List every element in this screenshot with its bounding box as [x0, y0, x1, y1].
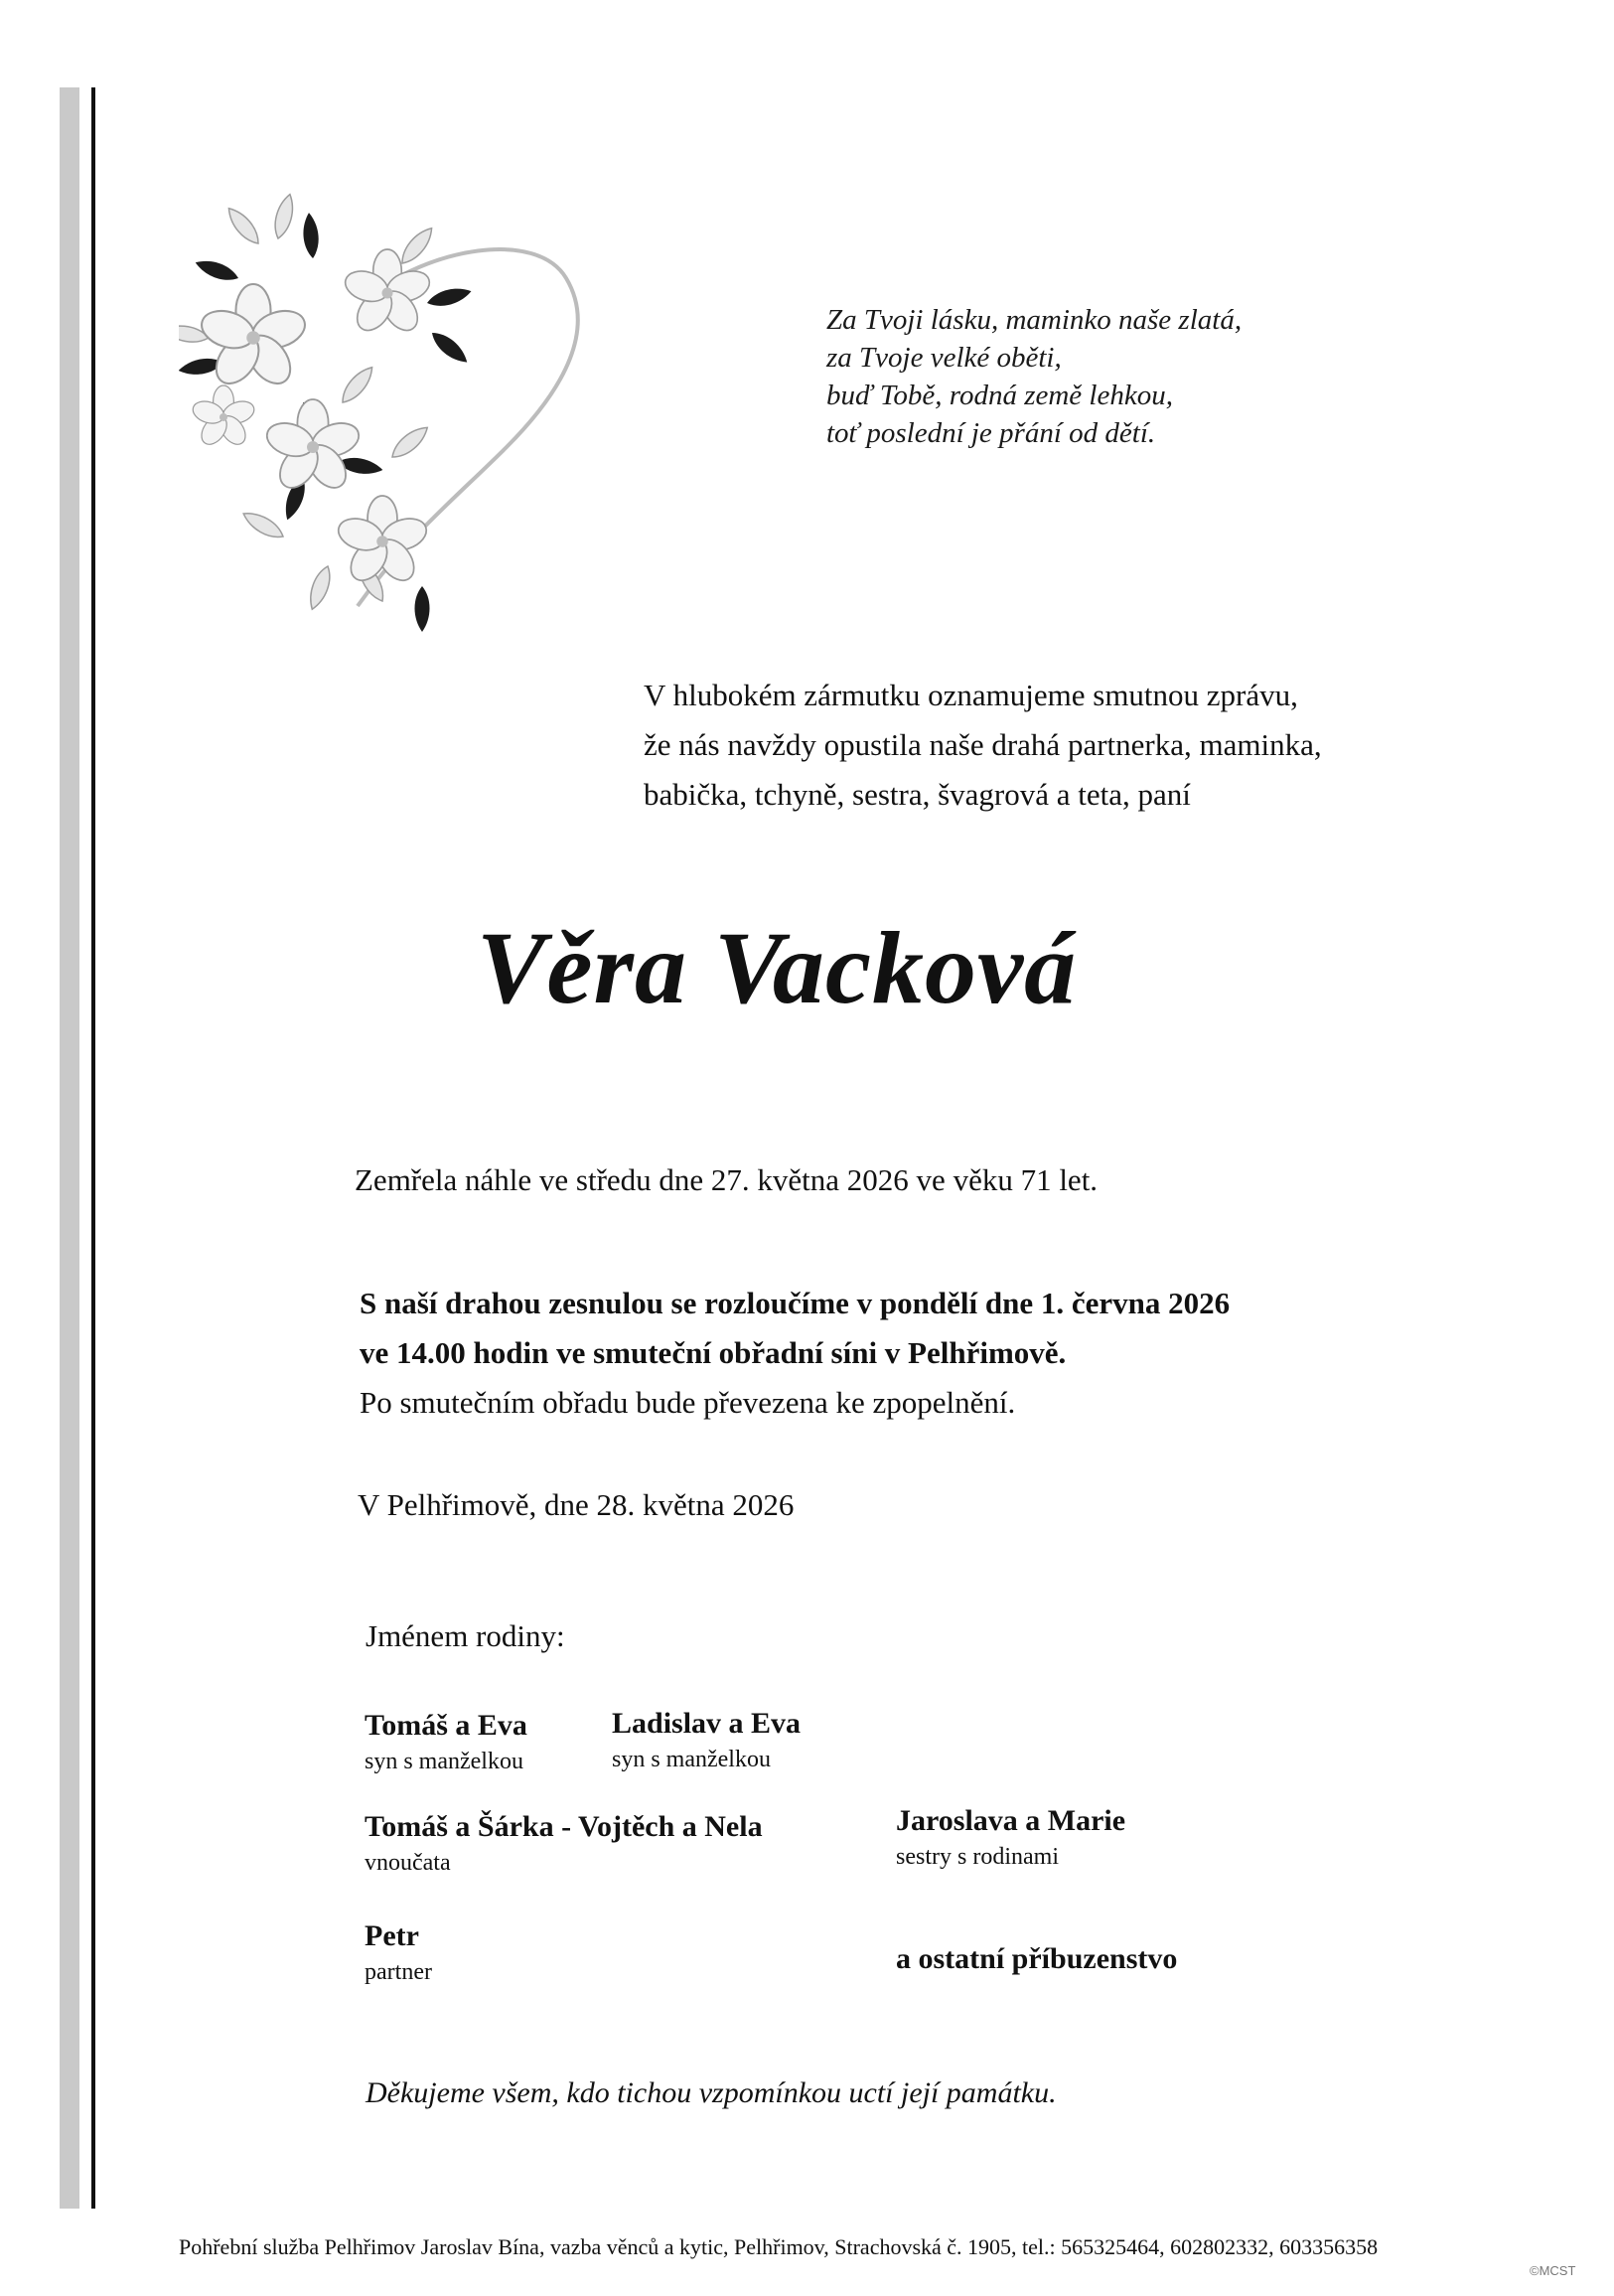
family-member-name: Tomáš a Šárka - Vojtěch a Nela	[365, 1810, 763, 1843]
floral-heart-icon	[179, 189, 656, 666]
poem-line: toť poslední je přání od dětí.	[826, 417, 1156, 449]
publisher-mark: ©MCST	[1530, 2263, 1576, 2278]
family-member-name: Petr	[365, 1919, 419, 1952]
family-member	[612, 1705, 801, 1776]
family-member	[365, 1707, 527, 1778]
announcement-line: že nás navždy opustila naše drahá partnerka, maminka,	[644, 727, 1322, 762]
funeral-details	[360, 1279, 1353, 1428]
family-member	[365, 1808, 763, 1880]
funeral-line: ve 14.00 hodin ve smuteční obřadní síni v Pelhřimově.	[360, 1335, 1067, 1370]
announcement-line: babička, tchyně, sestra, švagrová a teta, paní	[644, 777, 1191, 812]
family-member-relation: partner	[365, 1959, 432, 1985]
poem-line: buď Tobě, rodná země lehkou,	[826, 380, 1173, 411]
family-member-relation: sestry s rodinami	[896, 1844, 1059, 1870]
death-notice: Zemřela náhle ve středu dne 27. května 2026 ve věku 71 let.	[355, 1162, 1099, 1197]
funeral-line: Po smutečním obřadu bude převezena ke zpopelnění.	[360, 1385, 1016, 1420]
family-member-name: Ladislav a Eva	[612, 1707, 802, 1740]
announcement	[644, 671, 1458, 820]
poem-line: za Tvoje velké oběti,	[826, 342, 1062, 374]
funeral-line: S naší drahou zesnulou se rozloučíme v pondělí dne 1. června 2026	[360, 1286, 1231, 1320]
side-black-rule	[91, 87, 95, 2209]
family-member-name: Jaroslava a Marie	[896, 1804, 1126, 1837]
poem	[826, 301, 1383, 452]
deceased-name: Věra Vacková	[477, 911, 1078, 1025]
family-member-relation: vnoučata	[365, 1850, 451, 1876]
family-member-relation: syn s manželkou	[612, 1747, 771, 1772]
family-member-name: Tomáš a Eva	[365, 1709, 527, 1742]
place-date: V Pelhřimově, dne 28. května 2026	[358, 1487, 795, 1522]
family-member-relation: syn s manželkou	[365, 1749, 523, 1774]
announcement-line: V hlubokém zármutku oznamujeme smutnou zprávu,	[644, 678, 1298, 712]
poem-line: Za Tvoji lásku, maminko naše zlatá,	[826, 304, 1243, 336]
family-member	[365, 1917, 432, 1989]
family-heading: Jménem rodiny:	[366, 1618, 565, 1653]
thanks-line: Děkujeme všem, kdo tichou vzpomínkou uctí její památku.	[366, 2076, 1057, 2109]
family-member	[896, 1802, 1125, 1874]
funeral-service-footer: Pohřební služba Pelhřimov Jaroslav Bína, vazba věnců a kytic, Pelhřimov, Strachovská č. 1905, tel.: 565325464, 602802332, 603356358	[179, 2234, 1379, 2259]
other-relatives: a ostatní příbuzenstvo	[896, 1942, 1178, 1975]
side-gray-bar	[60, 87, 79, 2209]
